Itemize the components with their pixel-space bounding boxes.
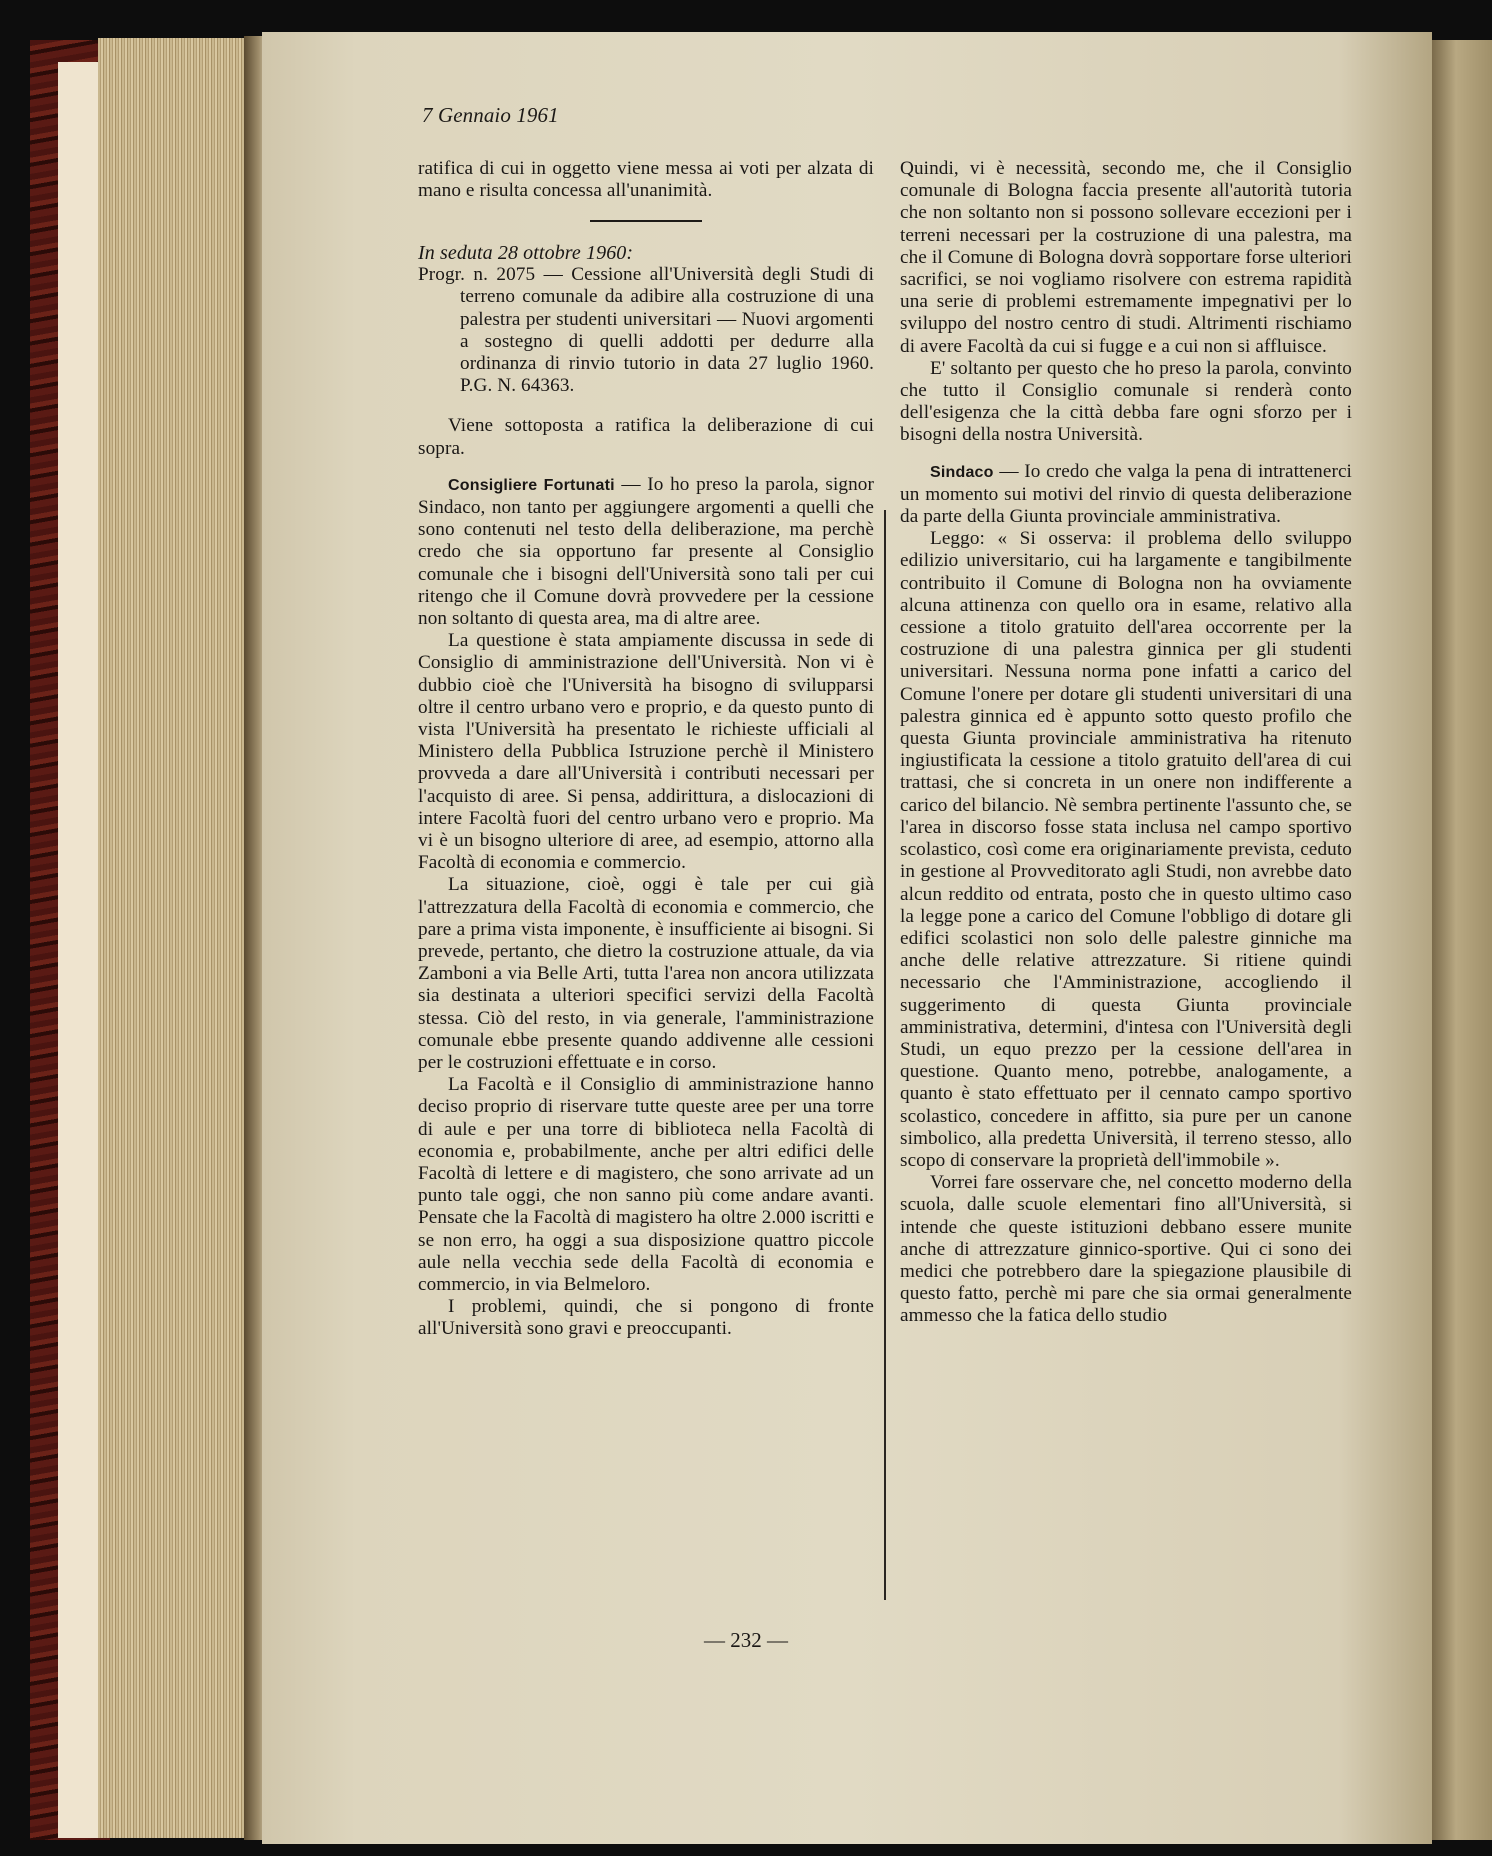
sindaco-paragraph-1: — Io credo che valga la pena di intrattenerci un momento sui motivi del rinvio di questa deliberazione da parte della Giunta provinciale amministrativa. xyxy=(900,460,1352,528)
section-divider xyxy=(590,220,702,222)
agenda-item-progr: Progr. n. 2075 — Cessione all'Università degli Studi di terreno comunale da adibire alla costruzione di una palestra per studenti universitari — Nuovi argomenti a sostegno di quelli addotti per dedurre alla ordinanza di rinvio tutorio in data 27 luglio 1960. P.G. N. 64363. xyxy=(418,264,874,397)
session-heading: In seduta 28 ottobre 1960: xyxy=(418,241,634,264)
page-number: — 232 — xyxy=(704,1628,788,1652)
speaker-name-sindaco: Sindaco xyxy=(930,463,994,481)
sindaco-speech-opening xyxy=(900,461,1352,529)
fortunati-paragraph-3: La situazione, cioè, oggi è tale per cui già l'attrezzatura della Facoltà di economia e commercio, che pare a prima vista imponente, è insufficiente ai bisogni. Si prevede, pertanto, che dietro la costruzione attuale, da via Zamboni a via Belle Arti, tutta l'area non ancora utilizzata sia destinata a ulteriori specifici servizi della Facoltà stessa. Ciò del resto, in via generale, l'amministrazione comunale ebbe presente quando addivenne alle cessioni per le costruzioni effettuate e in corso. xyxy=(418,874,874,1074)
speaker-name-fortunati: Consigliere Fortunati xyxy=(448,476,615,494)
sindaco-quoted-paragraph: Leggo: « Si osserva: il problema dello sviluppo edilizio universitario, cui ha largamente e tangibilmente contribuito il Comune di Bologna non ha ovviamente alcuna attinenza con quello ora in esame, relativo alla cessione a titolo gratuito dell'area occorrente per la costruzione di una palestra ginnica per gli studenti universitari. Nessuna norma pone infatti a carico del Comune l'onere per dotare gli studenti universitari di una palestra ginnica ed è appunto sotto questo profilo che questa Giunta provinciale amministrativa ha ritenuto ingiustificata la cessione a titolo gratuito dell'area di cui trattasi, che si concreta in un onere non indifferente a carico del bilancio. Nè sembra pertinente l'assunto che, se l'area in discorso fosse stata inclusa nel campo sportivo scolastico, così come era originariamente prevista, ceduto in gestione al Provveditorato agli Studi, non avrebbe dato alcun reddito od entrata, posto che in questo ultimo caso la legge pone a carico del Comune l'obbligo di dotare gli edifici scolastici non solo delle palestre ginniche ma anche delle relative attrezzature. Si ritiene quindi necessario che l'Amministrazione, accogliendo il suggerimento di questa Giunta provinciale amministrativa, determini, d'intesa con l'Università degli Studi, un equo prezzo per la cessione dell'area in questione. Quanto meno, potrebbe, analogamente, a quanto è stato effettuato per il cennato campo sportivo scolastico, concedere in affitto, sia pure per un canone simbolico, alla predetta Università, il terreno stesso, allo scopo di conservare la proprietà dell'immobile ». xyxy=(900,528,1352,1171)
facing-page-edge xyxy=(1432,40,1492,1840)
running-head-date: 7 Gennaio 1961 xyxy=(422,103,559,127)
fortunati-speech-opening xyxy=(418,474,874,630)
fortunati-paragraph-4: La Facoltà e il Consiglio di amministrazione hanno deciso proprio di riservare tutte queste aree per una torre di aule e per una torre di biblioteca nella Facoltà di economia e, probabilmente, anche per altri edifici delle Facoltà di lettere e di magistero, che sono arrivate ad un punto tale oggi, che non sanno più come andare avanti. Pensate che la Facoltà di magistero ha oltre 2.000 iscritti e se non erro, ha oggi a sua disposizione quattro piccole aule nella vecchia sede della Facoltà di economia e commercio, in via Belmeloro. xyxy=(418,1074,874,1296)
intro-paragraph: ratifica di cui in oggetto viene messa ai voti per alzata di mano e risulta concessa all'unanimità. xyxy=(418,158,874,202)
endpaper-edge xyxy=(58,62,100,1838)
left-column xyxy=(418,158,874,1341)
sindaco-paragraph-3: Vorrei fare osservare che, nel concetto moderno della scuola, dalle scuole elementari fino all'Università, si intende che queste istituzioni debbano essere munite anche di attrezzature ginnico-sportive. Qui ci sono dei medici che potrebbero dare la spiegazione plausibile di questo fatto, perchè mi pare che sia ormai generalmente ammesso che la fatica dello studio xyxy=(900,1172,1352,1327)
fortunati-paragraph-1: — Io ho preso la parola, signor Sindaco, non tanto per aggiungere argomenti a quelli che sono contenuti nel testo della deliberazione, ma perchè credo che sia opportuno far presente al Consiglio comunale che i bisogni dell'Università sono tali per cui ritengo che il Comune dovrà provvedere per la cessione non soltanto di questa area, ma di altre aree. xyxy=(418,473,874,629)
fortunati-paragraph-6: Quindi, vi è necessità, secondo me, che il Consiglio comunale di Bologna faccia presente all'autorità tutoria che non soltanto non si possono sollevare eccezioni per i terreni necessari per la costruzione di una palestra, ma che il Comune di Bologna dovrà sopportare forse ulteriori sacrifici, se noi vogliamo risolvere con estrema rapidità una serie di problemi estremamente impegnativi per lo sviluppo del nostro centro di studi. Altrimenti rischiamo di avere Facoltà da cui si fugge e a cui non si affluisce. xyxy=(900,158,1352,357)
column-separator xyxy=(884,510,886,1600)
ratifica-paragraph: Viene sottoposta a ratifica la deliberazione di cui sopra. xyxy=(418,415,874,459)
fortunati-paragraph-7: E' soltanto per questo che ho preso la parola, convinto che tutto il Consiglio comunale si renderà conto dell'esigenza che la città debba fare ogni sforzo per i bisogni della nostra Università. xyxy=(900,357,1352,446)
right-column xyxy=(900,158,1352,1328)
fortunati-paragraph-2: La questione è stata ampiamente discussa in sede di Consiglio di amministrazione dell'Università. Non vi è dubbio cioè che l'Università ha bisogno di svilupparsi oltre il centro urbano vero e proprio, e da questo punto di vista l'Università ha presentato le richieste ufficiali al Ministero della Pubblica Istruzione perchè il Ministero provveda a dare all'Università i contributi necessari per l'acquisto di aree. Si pensa, addirittura, a dislocazioni di intere Facoltà fuori del centro urbano vero e proprio. Ma vi è un bisogno ulteriore di aree, ad esempio, attorno alla Facoltà di economia e commercio. xyxy=(418,630,874,874)
fortunati-paragraph-5: I problemi, quindi, che si pongono di fronte all'Università sono gravi e preoccupanti. xyxy=(418,1296,874,1340)
page-stack-edges xyxy=(98,38,246,1838)
